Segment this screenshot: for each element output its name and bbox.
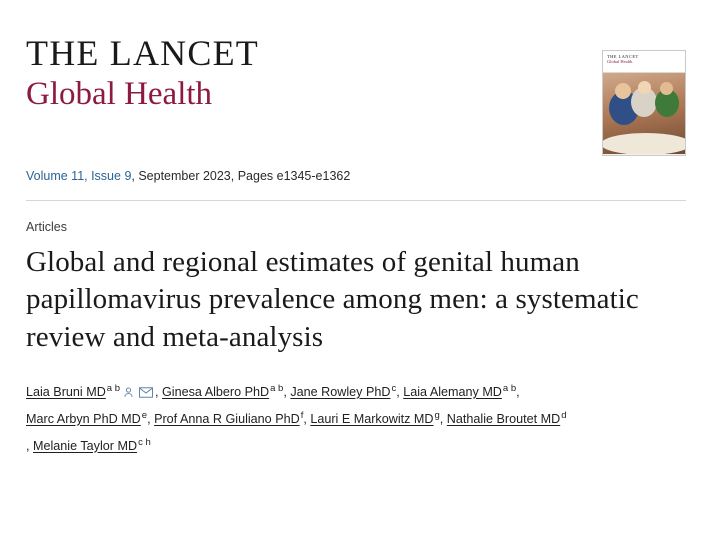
- header-divider: [26, 200, 686, 201]
- author-affiliation-marks: a b: [502, 382, 517, 394]
- author-entry: [446, 409, 567, 426]
- author-name[interactable]: Laia Bruni MD: [26, 384, 106, 399]
- author-entry: [154, 409, 304, 426]
- author-name[interactable]: Lauri E Markowitz MD: [310, 411, 434, 426]
- cover-masthead: [603, 51, 685, 73]
- cover-table-surface: [603, 133, 685, 154]
- author-affiliation-marks: c: [391, 382, 397, 394]
- author-separator: ,: [396, 384, 404, 399]
- author-separator: ,: [147, 411, 155, 426]
- author-separator: ,: [516, 384, 520, 399]
- author-affiliation-marks: a b: [270, 382, 284, 394]
- cover-photo: [603, 73, 685, 154]
- author-separator: ,: [26, 438, 33, 453]
- issue-cover-thumbnail[interactable]: [602, 50, 686, 156]
- author-affiliation-marks: a b: [106, 382, 121, 394]
- author-name[interactable]: Laia Alemany MD: [403, 384, 502, 399]
- author-affiliation-marks: g: [434, 409, 440, 421]
- author-separator: ,: [283, 384, 291, 399]
- journal-masthead: [26, 34, 686, 146]
- person-icon[interactable]: [122, 386, 135, 399]
- issue-volume-link[interactable]: Volume 11, Issue 9: [26, 169, 132, 183]
- author-affiliation-marks: e: [141, 409, 148, 421]
- issue-details: , September 2023, Pages e1345-e1362: [131, 169, 351, 183]
- issue-line: [26, 168, 686, 186]
- author-name[interactable]: Marc Arbyn PhD MD: [26, 411, 141, 426]
- author-entry: [26, 382, 121, 399]
- author-name[interactable]: Ginesa Albero PhD: [162, 384, 270, 399]
- author-separator: ,: [155, 384, 163, 399]
- author-name[interactable]: Nathalie Broutet MD: [446, 411, 561, 426]
- author-name[interactable]: Prof Anna R Giuliano PhD: [154, 411, 300, 426]
- author-entry: [290, 382, 397, 399]
- author-entry: [403, 382, 517, 399]
- cover-face-left: [615, 83, 631, 99]
- cover-title-line1: THE LANCET: [607, 54, 639, 59]
- author-separator: ,: [439, 411, 447, 426]
- author-entry: [162, 382, 284, 399]
- envelope-icon[interactable]: [139, 387, 153, 398]
- cover-face-center: [638, 81, 651, 94]
- author-entry: [26, 409, 148, 426]
- author-affiliation-marks: d: [561, 409, 567, 421]
- author-name[interactable]: Jane Rowley PhD: [290, 384, 391, 399]
- cover-title-line2: Global Health: [607, 59, 633, 65]
- page-title: Global and regional estimates of genital human papillomavirus prevalence among men: a systematic review and meta-analysis: [26, 245, 639, 353]
- cover-face-right: [660, 82, 673, 95]
- article-type-label: Articles: [26, 219, 67, 234]
- article-header: [26, 34, 686, 460]
- author-affiliation-marks: f: [300, 409, 304, 421]
- author-list: [26, 379, 686, 460]
- journal-title: THE LANCET: [26, 33, 259, 73]
- author-entry: [310, 409, 440, 426]
- author-entry: [33, 436, 151, 453]
- journal-subtitle: Global Health: [26, 75, 213, 112]
- author-name[interactable]: Melanie Taylor MD: [33, 438, 138, 453]
- author-separator: ,: [303, 411, 311, 426]
- author-affiliation-marks: c h: [138, 436, 151, 448]
